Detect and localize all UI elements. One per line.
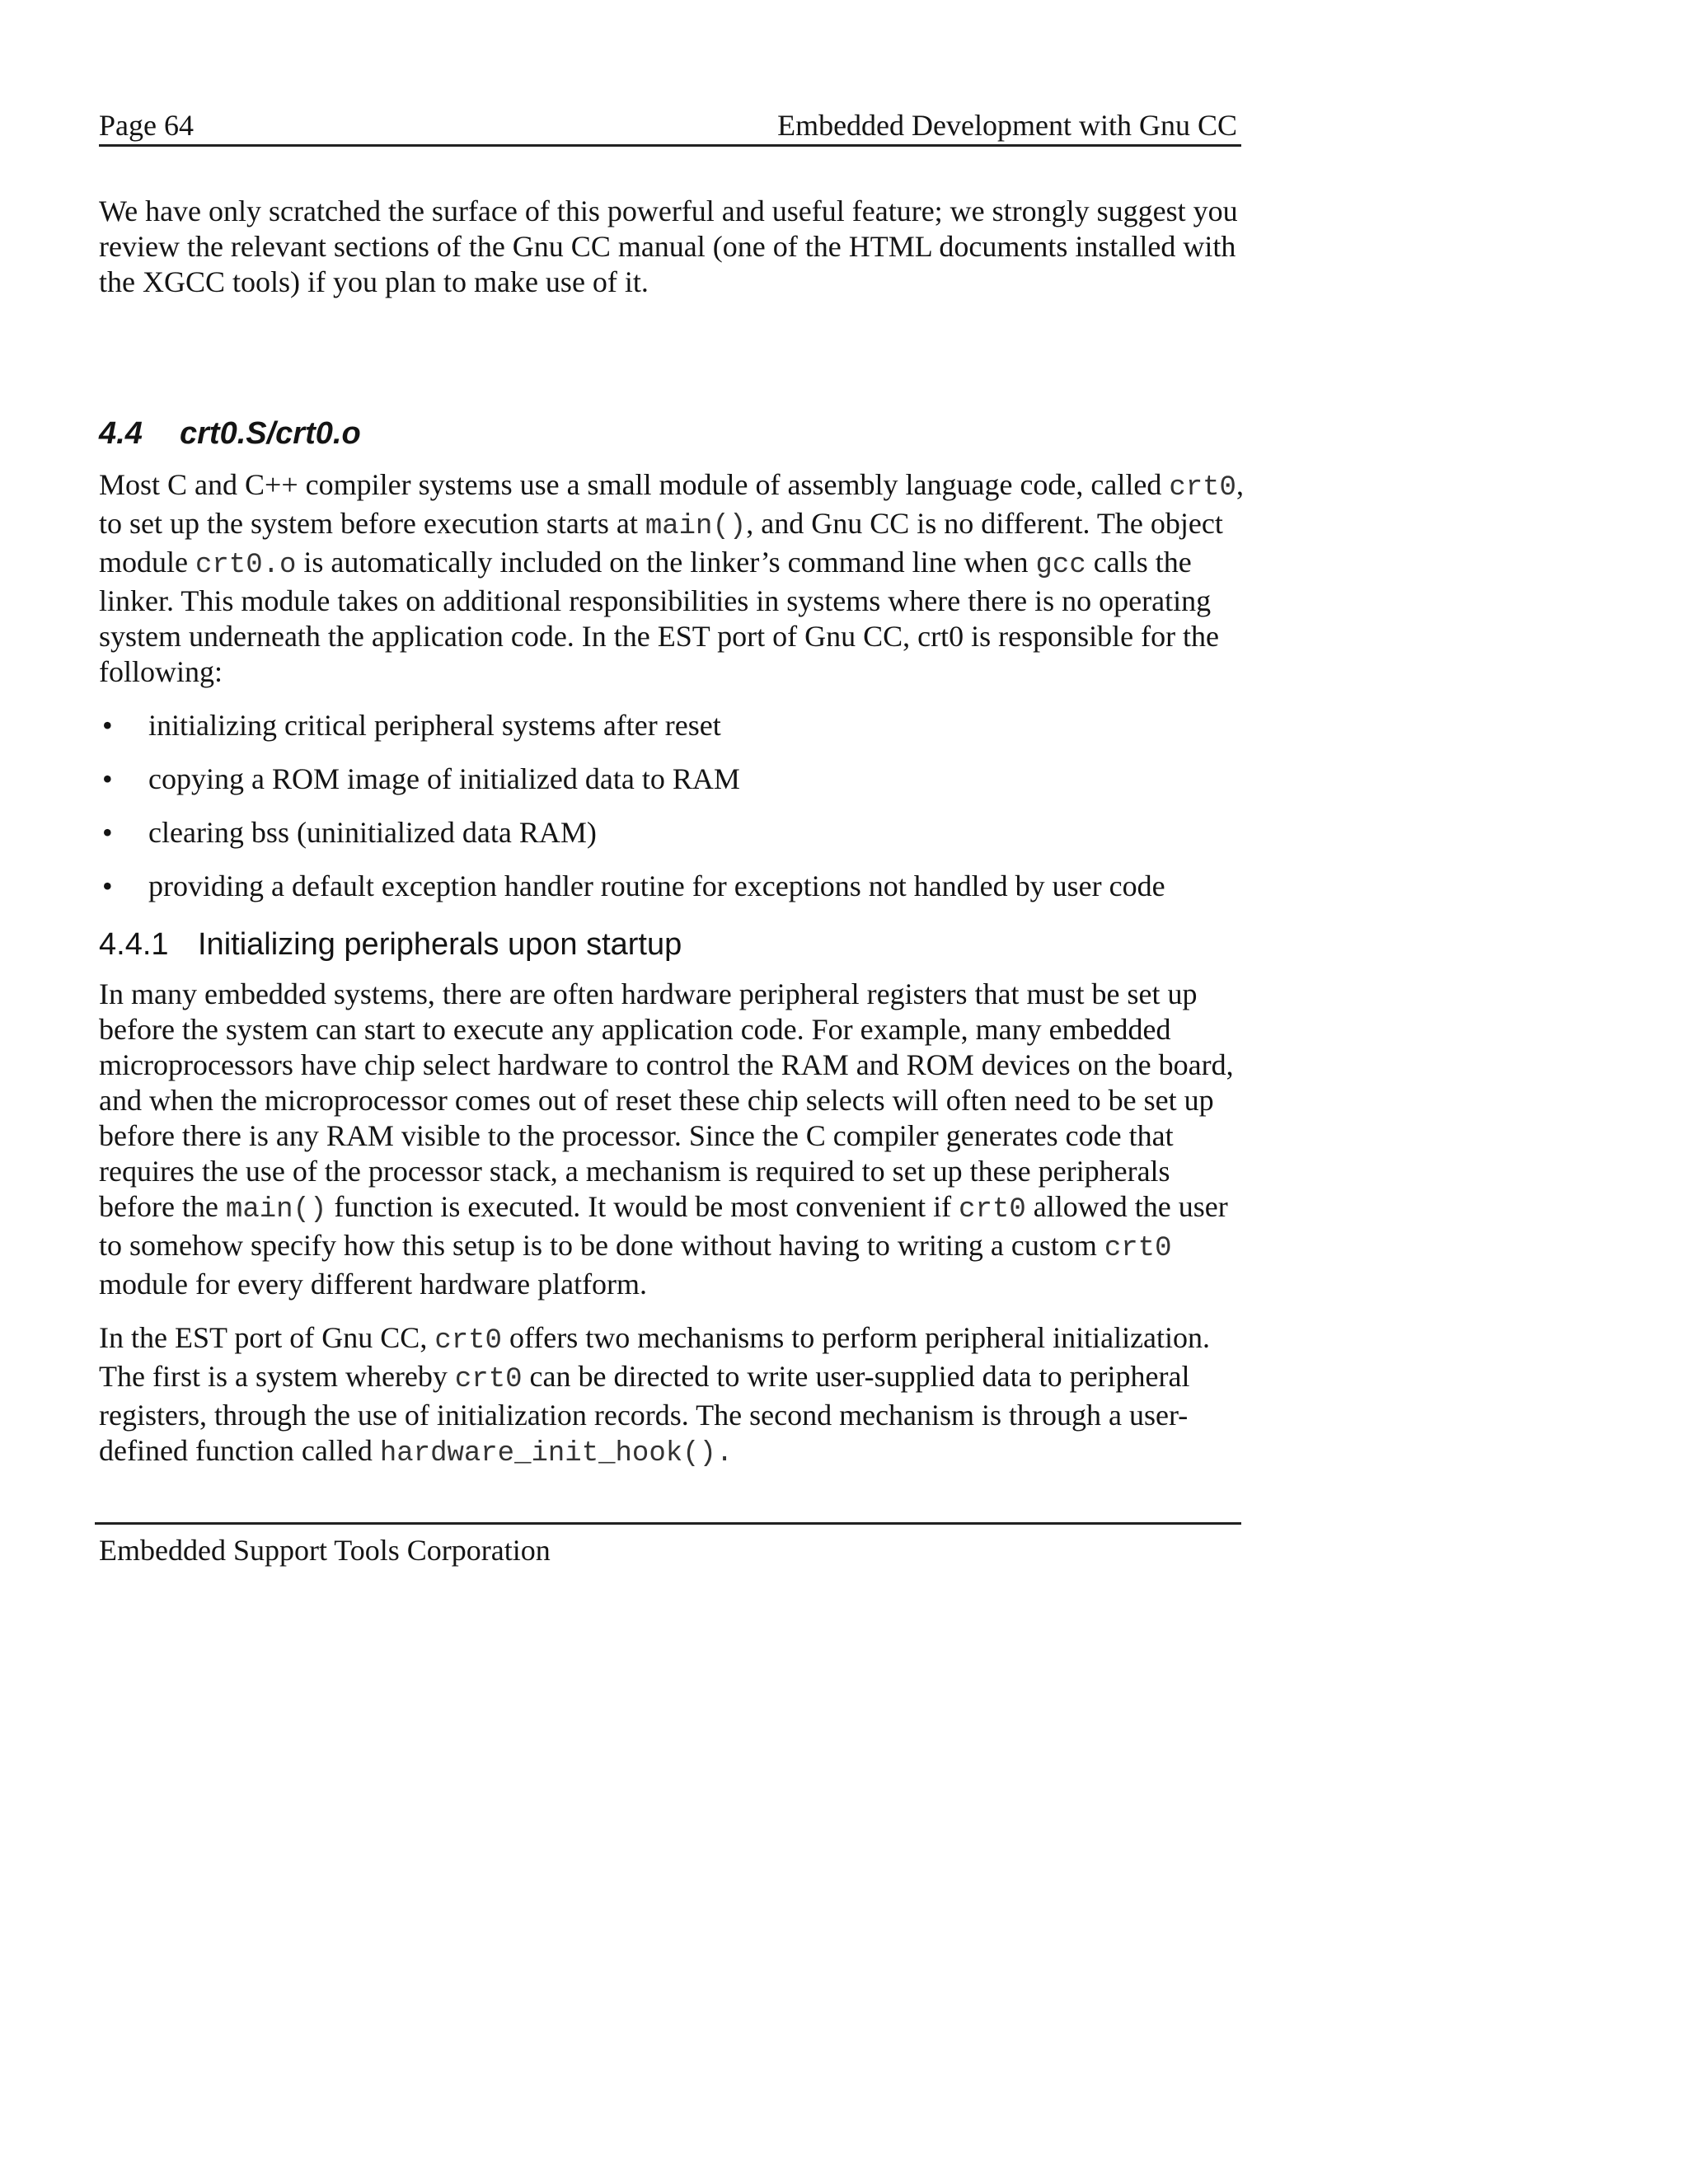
subsection-heading [99,924,1253,965]
code-run: crt0.o [195,550,297,581]
text-run: function is executed. It would be most convenient if [326,1190,959,1223]
bullet-icon: • [102,816,113,849]
text-run: module for every different hardware platform. [99,1268,648,1301]
list-item [99,708,1253,743]
mechanisms-paragraph [99,1320,1253,1472]
peripherals-paragraph [99,977,1253,1302]
code-run: crt0 [434,1325,502,1357]
bullet-icon: • [102,709,113,742]
list-item-text: clearing bss (uninitialized data RAM) [148,816,597,849]
list-item-text: initializing critical peripheral systems after reset [148,709,721,742]
text-run: , to set up the system before execution starts at [99,468,1244,540]
code-run: hardware_init_hook(). [379,1438,734,1469]
page-content [99,194,1253,1490]
responsibility-list [99,708,1253,904]
text-run: allowed the user to somehow specify how this setup is to be done without having to writing a custom [99,1190,1228,1262]
code-run: crt0 [1104,1233,1172,1264]
section-number: 4.4 [99,416,143,451]
company-name: Embedded Support Tools Corporation [99,1534,551,1567]
list-item-text: providing a default exception handler routine for exceptions not handled by user code [148,869,1165,902]
code-run: crt0 [454,1364,523,1395]
text-run: is automatically included on the linker’s command line when [296,546,1036,579]
text-run: offers two mechanisms to perform peripheral initialization. The first is a system whereby [99,1321,1211,1393]
page-number: Page 64 [99,109,194,142]
code-run: main() [225,1194,327,1226]
page-header [99,103,1241,147]
bullet-icon: • [102,762,113,795]
list-item [99,869,1253,904]
intro-paragraph: We have only scratched the surface of this powerful and useful feature; we strongly suggest you review the relevant sections of the Gnu CC manual (one of the HTML documents installed with the XGCC tools) if you plan to make use of it. [99,194,1238,298]
code-run: main() [645,511,747,542]
page-footer [95,1522,1241,1566]
section-heading [99,413,1253,454]
code-run: crt0 [959,1194,1026,1226]
text-run: , and Gnu CC is no different. The object module [99,507,1223,579]
list-item [99,762,1253,797]
crt0-paragraph [99,467,1253,690]
text-run: Most C and C++ compiler systems use a small module of assembly language code, called [99,468,1170,501]
subsection-number: 4.4.1 [99,927,169,962]
text-run: can be directed to write user-supplied data to peripheral registers, through the use of initialization records. The second mechanism is through a user-defined function called [99,1360,1190,1467]
list-item-text: copying a ROM image of initialized data to RAM [148,762,740,795]
text-run: calls the linker. This module takes on additional responsibilities in systems where there is no operating system underneath the application code. In the EST port of Gnu CC, crt0 is responsible for the following: [99,546,1220,688]
list-item [99,815,1253,851]
bullet-icon: • [102,869,113,902]
text-run: In the EST port of Gnu CC, [99,1321,435,1354]
text-run: In many embedded systems, there are often hardware peripheral registers that must be set up before the system can start to execute any application code. For example, many embedded microprocessors have chip select hardware to control the RAM and ROM devices on the board, and when the microprocessor comes out of reset these chip selects will often need to be set up before there is any RAM visible to the processor. Since the C compiler generates code that requires the use of the processor stack, a mechanism is required to set up these peripherals before the [99,977,1234,1223]
code-run: crt0 [1169,472,1236,504]
subsection-title: Initializing peripherals upon startup [198,927,682,962]
section-title: crt0.S/crt0.o [180,416,361,451]
book-title: Embedded Development with Gnu CC [777,109,1237,142]
code-run: gcc [1035,550,1086,581]
